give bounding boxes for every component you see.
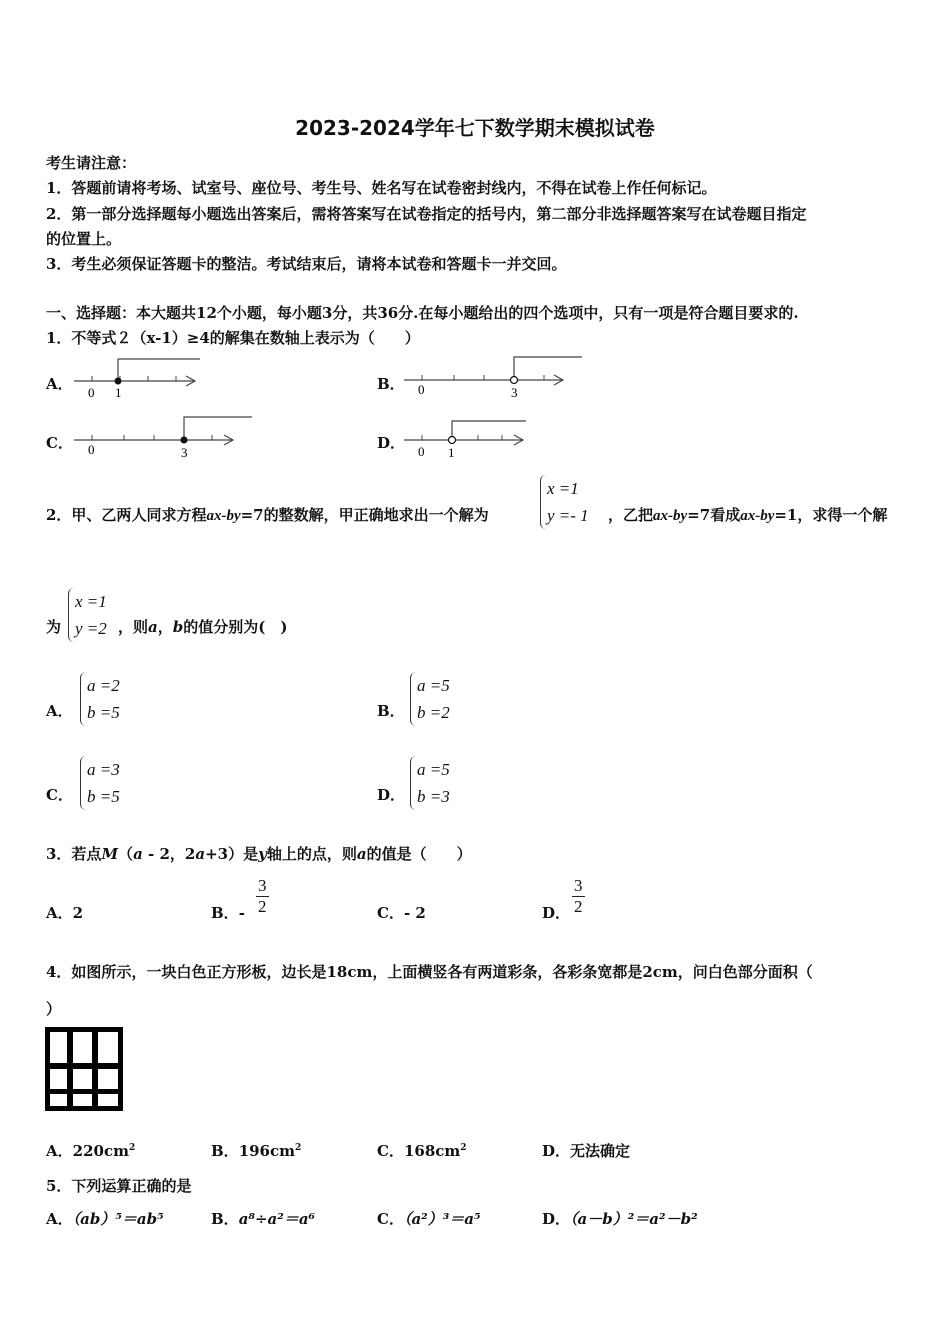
q2-system-yi: x =1 y =2 — [68, 588, 107, 642]
q3-stem: 3．若点M（a - 2，2a+3）是y轴上的点，则a的值是（ ） — [46, 845, 472, 863]
q2-option-d-label: D． — [377, 786, 406, 804]
notice-item-1: 1．答题前请将考场、试室号、座位号、考生号、姓名写在试卷密封线内，不得在试卷上作任何标记。 — [46, 179, 717, 197]
tick-label-0: 0 — [88, 385, 95, 400]
notice-item-2-cont: 的位置上。 — [46, 230, 122, 248]
q1-option-d-label: D． — [377, 434, 406, 452]
notice-item-2: 2．第一部分选择题每小题选出答案后，需将答案写在试卷指定的括号内，第二部分非选择题答案写在试卷题目指定 — [46, 205, 807, 223]
q1-option-c-label: C． — [46, 434, 73, 452]
q2-system-jia: x =1 y =- 1 — [540, 475, 589, 529]
q5-option-b: B．a⁸÷a²＝a⁶ — [211, 1210, 316, 1228]
q3-option-c: C．- 2 — [377, 904, 426, 922]
q2-stem-line2a: 为 — [46, 618, 62, 636]
solid-dot-icon — [115, 378, 122, 385]
page-title: 2023-2024学年七下数学期末模拟试卷 — [295, 116, 655, 140]
q2-option-b-system: a =5 b =2 — [410, 672, 450, 726]
notice-item-3: 3．考生必须保证答题卡的整洁。考试结束后，请将本试卷和答题卡一并交回。 — [46, 255, 567, 273]
q2-option-b-label: B． — [377, 702, 405, 720]
q1-option-b-label: B． — [377, 375, 405, 393]
q2-option-d-system: a =5 b =3 — [410, 756, 450, 810]
q4-stem: 4．如图所示，一块白色正方形板，边长是18cm，上面横竖各有两道彩条，各彩条宽都是2cm，问白色部分面积（ — [46, 963, 813, 981]
q3-option-b: B．- — [211, 904, 245, 922]
svg-text:0: 0 — [418, 444, 425, 459]
q5-option-c: C．（a²）³＝a⁵ — [377, 1210, 481, 1228]
section-heading: 一、选择题：本大题共12个小题，每小题3分，共36分.在每小题给出的四个选项中，只有一项是符合题目要求的. — [46, 304, 799, 322]
q4-option-d: D．无法确定 — [542, 1142, 631, 1160]
q2-stem-line1b: ，乙把ax-by=7看成ax-by=1，求得一个解 — [608, 506, 888, 524]
q4-option-b: B．$196cm^2$ — [211, 1142, 302, 1160]
q1-stem: 1．不等式２（x-1）≥4的解集在数轴上表示为（ ） — [46, 329, 420, 347]
q3-option-b-fraction: $\frac{3}{2}$ — [258, 876, 267, 916]
q4-option-c: C．$168cm^2$ — [377, 1142, 467, 1160]
tick-label-1: 1 — [115, 385, 122, 400]
q4-square-board-figure — [45, 1027, 125, 1113]
q2-option-c-label: C． — [46, 786, 73, 804]
solid-dot-icon — [181, 437, 188, 444]
q3-option-d-label: D． — [542, 904, 571, 922]
q1-option-d-number-line — [402, 416, 532, 462]
q4-option-a: A．$220cm^2$ — [46, 1142, 136, 1160]
q3-option-d-fraction: $\frac{3}{2}$ — [574, 876, 583, 916]
q3-option-a: A．2 — [46, 904, 84, 922]
q4-stem-cont: ） — [46, 1000, 62, 1018]
q2-option-c-system: a =3 b =5 — [80, 756, 120, 810]
svg-text:0: 0 — [88, 442, 95, 457]
q1-option-a-number-line — [72, 355, 202, 403]
q5-option-d: D．（a－b）²＝a²－b² — [542, 1210, 698, 1228]
q2-option-a-label: A． — [46, 702, 73, 720]
q5-option-a: A．（ab）⁵＝ab⁵ — [46, 1210, 164, 1228]
hollow-dot-icon — [511, 377, 518, 384]
q2-stem-line1: 2．甲、乙两人同求方程ax-by=7的整数解，甲正确地求出一个解为 — [46, 506, 489, 524]
q1-option-a-label: A． — [46, 375, 73, 393]
notice-heading: 考生请注意： — [46, 154, 137, 172]
svg-text:0: 0 — [418, 382, 425, 397]
svg-text:3: 3 — [511, 385, 518, 400]
q1-option-c-number-line — [72, 410, 257, 462]
hollow-dot-icon — [449, 437, 456, 444]
q1-option-b-number-line — [402, 350, 587, 400]
q5-stem: 5．下列运算正确的是 — [46, 1177, 192, 1195]
svg-text:3: 3 — [181, 445, 188, 460]
q2-stem-line2b: ，则a，b的值分别为( ) — [118, 618, 288, 636]
q2-option-a-system: a =2 b =5 — [80, 672, 120, 726]
svg-text:1: 1 — [448, 445, 455, 460]
